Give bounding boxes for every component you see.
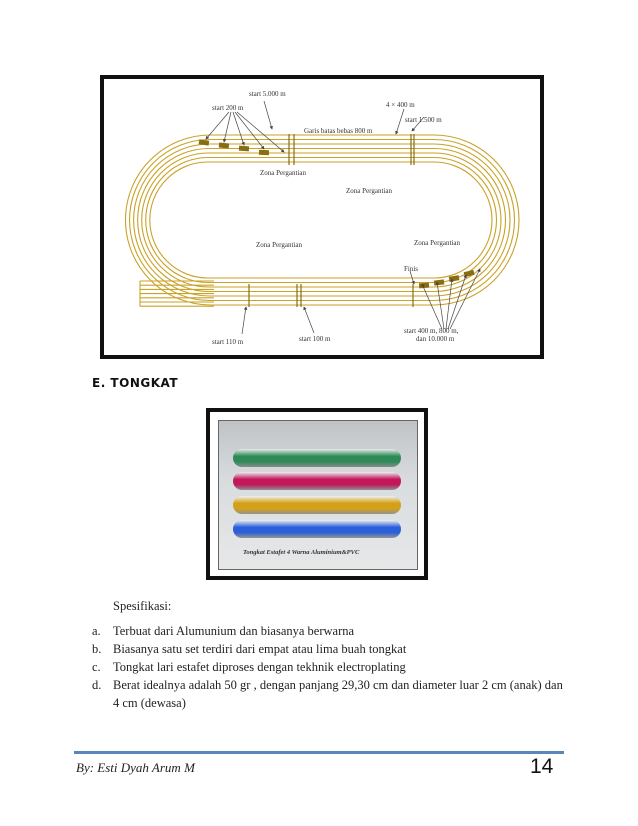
baton-gold <box>233 496 401 514</box>
baton-blue <box>233 520 401 538</box>
list-item <box>92 676 570 712</box>
page-number: 14 <box>530 755 554 778</box>
track-lane <box>138 149 506 292</box>
label-zona-pergantian-4: Zona Pergantian <box>414 239 460 247</box>
label-zona-pergantian-3: Zona Pergantian <box>256 241 302 249</box>
track-lane <box>146 158 497 283</box>
baton-photo <box>218 420 418 570</box>
label-start-200: start 200 m <box>212 104 244 112</box>
track-lanes <box>126 135 520 306</box>
list-marker: b. <box>92 642 102 656</box>
spec-list <box>92 622 570 712</box>
label-start-110: start 110 m <box>212 338 244 346</box>
label-zona-pergantian-1: Zona Pergantian <box>260 169 306 177</box>
label-relay-4x400: 4 × 400 m <box>386 101 415 109</box>
zone-lines <box>249 134 414 307</box>
photo-caption: Tongkat Estafet 4 Warna Aluminium&PVC <box>243 549 360 556</box>
track-lane <box>142 153 501 287</box>
list-text: Tongkat lari estafet diproses dengan tekhnik electroplating <box>113 660 406 674</box>
footer-rule <box>74 751 564 754</box>
list-text: Terbuat dari Alumunium dan biasanya berwarna <box>113 624 355 638</box>
list-text: Berat idealnya adalah 50 gr , dengan panjang 29,30 cm dan diameter luar 2 cm (anak) dan 4 cm (dewasa) <box>113 678 563 710</box>
label-zona-pergantian-2: Zona Pergantian <box>346 187 392 195</box>
label-start-5000: start 5.000 m <box>249 90 286 98</box>
list-item <box>92 658 570 676</box>
baton-green <box>233 449 401 467</box>
label-start-100: start 100 m <box>299 335 331 343</box>
label-finis: Finis <box>404 265 419 273</box>
list-marker: a. <box>92 624 101 638</box>
track-diagram-frame <box>100 75 544 359</box>
baton-magenta <box>233 472 401 490</box>
label-start-400-800-line1: start 400 m, 800 m, <box>404 327 459 335</box>
list-marker: d. <box>92 678 102 692</box>
spec-label: Spesifikasi: <box>113 599 172 613</box>
footer-author: By: Esti Dyah Arum M <box>76 760 195 775</box>
list-item <box>92 622 570 640</box>
label-start-1500: start 1.500 m <box>405 116 442 124</box>
label-break-line-800: Garis batas bebas 800 m <box>304 127 373 135</box>
label-arrows <box>206 101 480 334</box>
track-lane <box>150 162 492 278</box>
list-marker: c. <box>92 660 101 674</box>
baton-photo-frame <box>206 408 428 580</box>
list-text: Biasanya satu set terdiri dari empat atau lima buah tongkat <box>113 642 407 656</box>
label-start-400-800-line2: dan 10.000 m <box>416 335 455 343</box>
track-lane <box>126 135 520 305</box>
section-title: E. TONGKAT <box>92 376 179 390</box>
track-diagram <box>104 79 540 355</box>
list-item <box>92 640 570 658</box>
track-lane <box>134 144 510 296</box>
